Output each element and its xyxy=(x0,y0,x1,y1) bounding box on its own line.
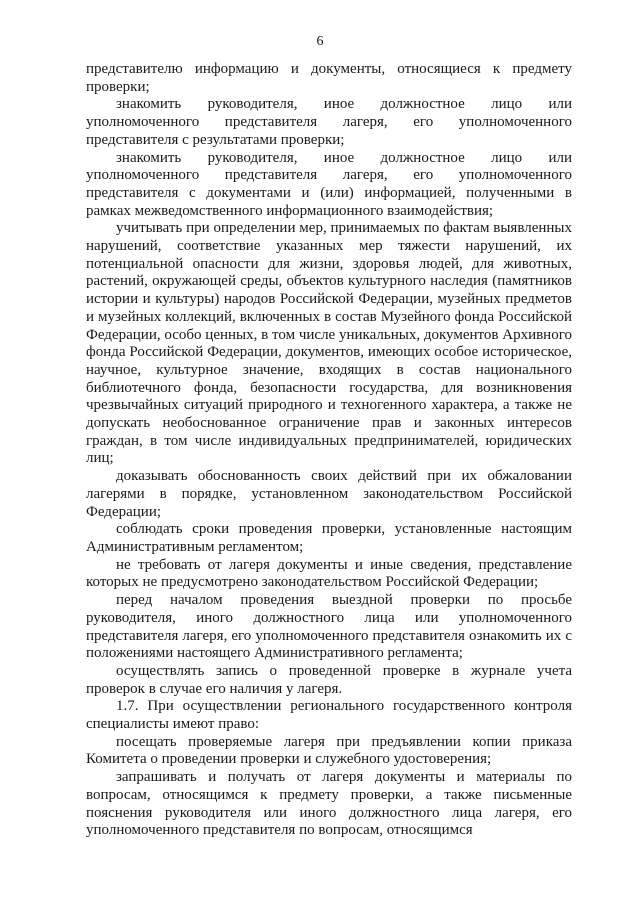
paragraph: знакомить руководителя, иное должностное лицо или уполномоченного представителя лагеря, его уполномоченного представителя с результатами проверки; xyxy=(86,96,572,148)
paragraph: доказывать обоснованность своих действий при их обжаловании лагерями в порядке, установленном законодательством Российской Федерации; xyxy=(86,468,572,520)
paragraph: запрашивать и получать от лагеря документы и материалы по вопросам, относящимся к предмету проверки, а также письменные пояснения руководителя или иного должностного лица лагеря, его уполномоченного представителя по вопросам, относящимся xyxy=(86,769,572,839)
page-number: 6 xyxy=(316,34,324,49)
paragraph: учитывать при определении мер, принимаемых по фактам выявленных нарушений, соответствие указанных мер тяжести нарушений, их потенциальной опасности для жизни, здоровья людей, для животных, растений, окружающей среды, объектов культурного наследия (памятников истории и культуры) народов Российской Федерации, музейных предметов и музейных коллекций, включенных в состав Музейного фонда Российской Федерации, особо ценных, в том числе уникальных, документов Архивного фонда Российской Федерации, документов, имеющих особое историческое, научное, культурное значение, входящих в состав национального библиотечного фонда, безопасности государства, для возникновения чрезвычайных ситуаций природного и техногенного характера, а также не допускать необоснованное ограничение прав и законных интересов граждан, в том числе индивидуальных предпринимателей, юридических лиц; xyxy=(86,220,572,467)
paragraph: представителю информацию и документы, относящиеся к предмету проверки; xyxy=(86,61,572,95)
document-body xyxy=(86,61,572,840)
paragraph: не требовать от лагеря документы и иные сведения, представление которых не предусмотрено законодательством Российской Федерации; xyxy=(86,556,572,591)
paragraph: перед началом проведения выездной проверки по просьбе руководителя, иного должностного лица или уполномоченного представителя лагеря, его уполномоченного представителя ознакомить их с положениями настоящего Административного регламента; xyxy=(86,592,572,662)
paragraph: осуществлять запись о проведенной проверке в журнале учета проверок в случае его наличия у лагеря. xyxy=(86,662,572,697)
paragraph: знакомить руководителя, иное должностное лицо или уполномоченного представителя лагеря, его уполномоченного представителя с документами и (или) информацией, полученными в рамках межведомственного информационного взаимодействия; xyxy=(86,149,572,219)
paragraph: соблюдать сроки проведения проверки, установленные настоящим Административным регламентом; xyxy=(86,521,572,555)
paragraph: посещать проверяемые лагеря при предъявлении копии приказа Комитета о проведении проверки и служебного удостоверения; xyxy=(86,733,572,768)
section-paragraph: 1.7. При осуществлении регионального государственного контроля специалисты имеют право: xyxy=(86,698,572,733)
